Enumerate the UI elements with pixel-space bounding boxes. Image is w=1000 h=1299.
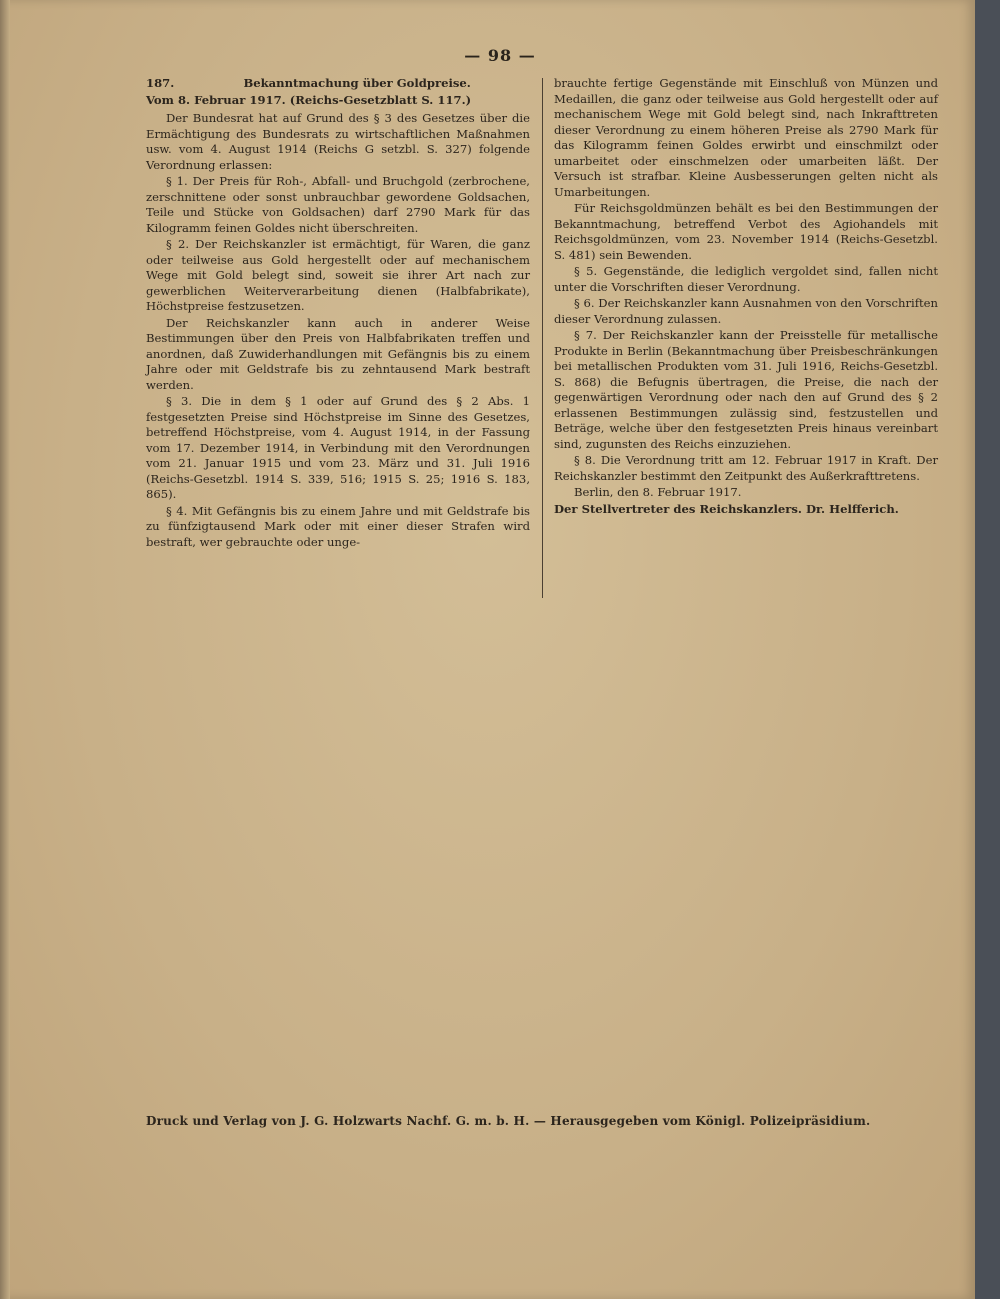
article-title: Bekanntmachung über Goldpreise.	[243, 76, 471, 90]
paragraph-section-4: § 4. Mit Gefängnis bis zu einem Jahre und mit Geldstrafe bis zu fünfzigtausend Mark oder mit einer dieser Strafen wird bestraft, wer gebrauchte oder unge-	[146, 503, 530, 549]
paragraph-section-2-cont: Der Reichskanzler kann auch in anderer Weise Bestimmungen über den Preis von Halbfabrikaten treffen und anordnen, daß Zuwiderhandlungen mit Gefängnis bis zu einem Jahre oder mit Geldstrafe bis zu zehntausend Mark bestraft werden.	[146, 315, 530, 392]
paragraph-section-7: § 7. Der Reichskanzler kann der Preisstelle für metallische Produkte in Berlin (Bekanntmachung über Preisbeschränkungen bei metallischen Produkten vom 31. Juli 1916, Reichs-Gesetzbl. S. 868) die Befugnis übertragen, die Preise, die nach der gegenwärtigen Verordnung oder nach den auf Grund des § 2 erlassenen Bestimmungen zulässig sind, festzustellen und Beträge, welche über den festgesetzten Preis hinaus vereinbart sind, zugunsten des Reichs einzuziehen.	[554, 328, 938, 451]
place-date: Berlin, den 8. Februar 1917.	[574, 485, 742, 499]
page-spine	[0, 0, 10, 1299]
paragraph-section-1: § 1. Der Preis für Roh-, Abfall- und Bruchgold (zerbrochene, zerschnittene oder sonst unbrauchbar gewordene Goldsachen, Teile und Stücke von Goldsachen) darf 2790 Mark für das Kilogramm feinen Goldes nicht überschreiten.	[146, 174, 530, 235]
article-dateline: Vom 8. Februar 1917. (Reichs-Gesetzblatt S. 117.)	[146, 92, 472, 107]
page-number: — 98 —	[464, 46, 536, 65]
paragraph-section-8: § 8. Die Verordnung tritt am 12. Februar 1917 in Kraft. Der Reichskanzler bestimmt den Zeitpunkt des Außerkrafttretens.	[554, 453, 938, 483]
paragraph-section-4-cont: brauchte fertige Gegenstände mit Einschluß von Münzen und Medaillen, die ganz oder teilweise aus Gold hergestellt oder auf mechanischem Wege mit Gold belegt sind, nach Inkrafttreten dieser Verordnung zu einem höheren Preise als 2790 Mark für das Kilogramm feinen Goldes erwirbt und einschmilzt oder umarbeitet oder einschmelzen oder umarbeiten läßt. Der Versuch ist strafbar. Kleine Ausbesserungen gelten nicht als Umarbeitungen.	[554, 76, 938, 199]
printer-footer: Druck und Verlag von J. G. Holzwarts Nachf. G. m. b. H. — Herausgegeben vom Königl. Polizeipräsidium.	[146, 1114, 871, 1128]
signature: Der Stellvertreter des Reichskanzlers. Dr. Helfferich.	[554, 501, 899, 516]
paragraph-section-5: § 5. Gegenstände, die lediglich vergoldet sind, fallen nicht unter die Vorschriften dieser Verordnung.	[554, 264, 938, 294]
right-column	[554, 76, 938, 518]
article-heading	[146, 76, 530, 92]
paragraph-preamble: Der Bundesrat hat auf Grund des § 3 des Gesetzes über die Ermächtigung des Bundesrats zu wirtschaftlichen Maßnahmen usw. vom 4. August 1914 (Reichs G setzbl. S. 327) folgende Verordnung erlassen:	[146, 111, 530, 172]
paragraph-section-6: § 6. Der Reichskanzler kann Ausnahmen von den Vorschriften dieser Verordnung zulassen.	[554, 296, 938, 326]
paragraph-gold-coins: Für Reichsgoldmünzen behält es bei den Bestimmungen der Bekanntmachung, betreffend Verbot des Agiohandels mit Reichsgoldmünzen, vom 23. November 1914 (Reichs-Gesetzbl. S. 481) sein Bewenden.	[554, 201, 938, 262]
column-divider	[542, 78, 543, 598]
left-column	[146, 76, 530, 551]
article-number: 187.	[146, 76, 175, 90]
paragraph-section-3: § 3. Die in dem § 1 oder auf Grund des § 2 Abs. 1 festgesetzten Preise sind Höchstpreise im Sinne des Gesetzes, betreffend Höchstpreise, vom 4. August 1914, in der Fassung vom 17. Dezember 1914, in Verbindung mit den Verordnungen vom 21. Januar 1915 und vom 23. März und 31. Juli 1916 (Reichs-Gesetzbl. 1914 S. 339, 516; 1915 S. 25; 1916 S. 183, 865).	[146, 394, 530, 501]
paragraph-section-2: § 2. Der Reichskanzler ist ermächtigt, für Waren, die ganz oder teilweise aus Gold hergestellt oder auf mechanischem Wege mit Gold belegt sind, soweit sie ihrer Art nach zur gewerblichen Weiterverarbeitung dienen (Halbfabrikate), Höchstpreise festzusetzen.	[146, 237, 530, 313]
